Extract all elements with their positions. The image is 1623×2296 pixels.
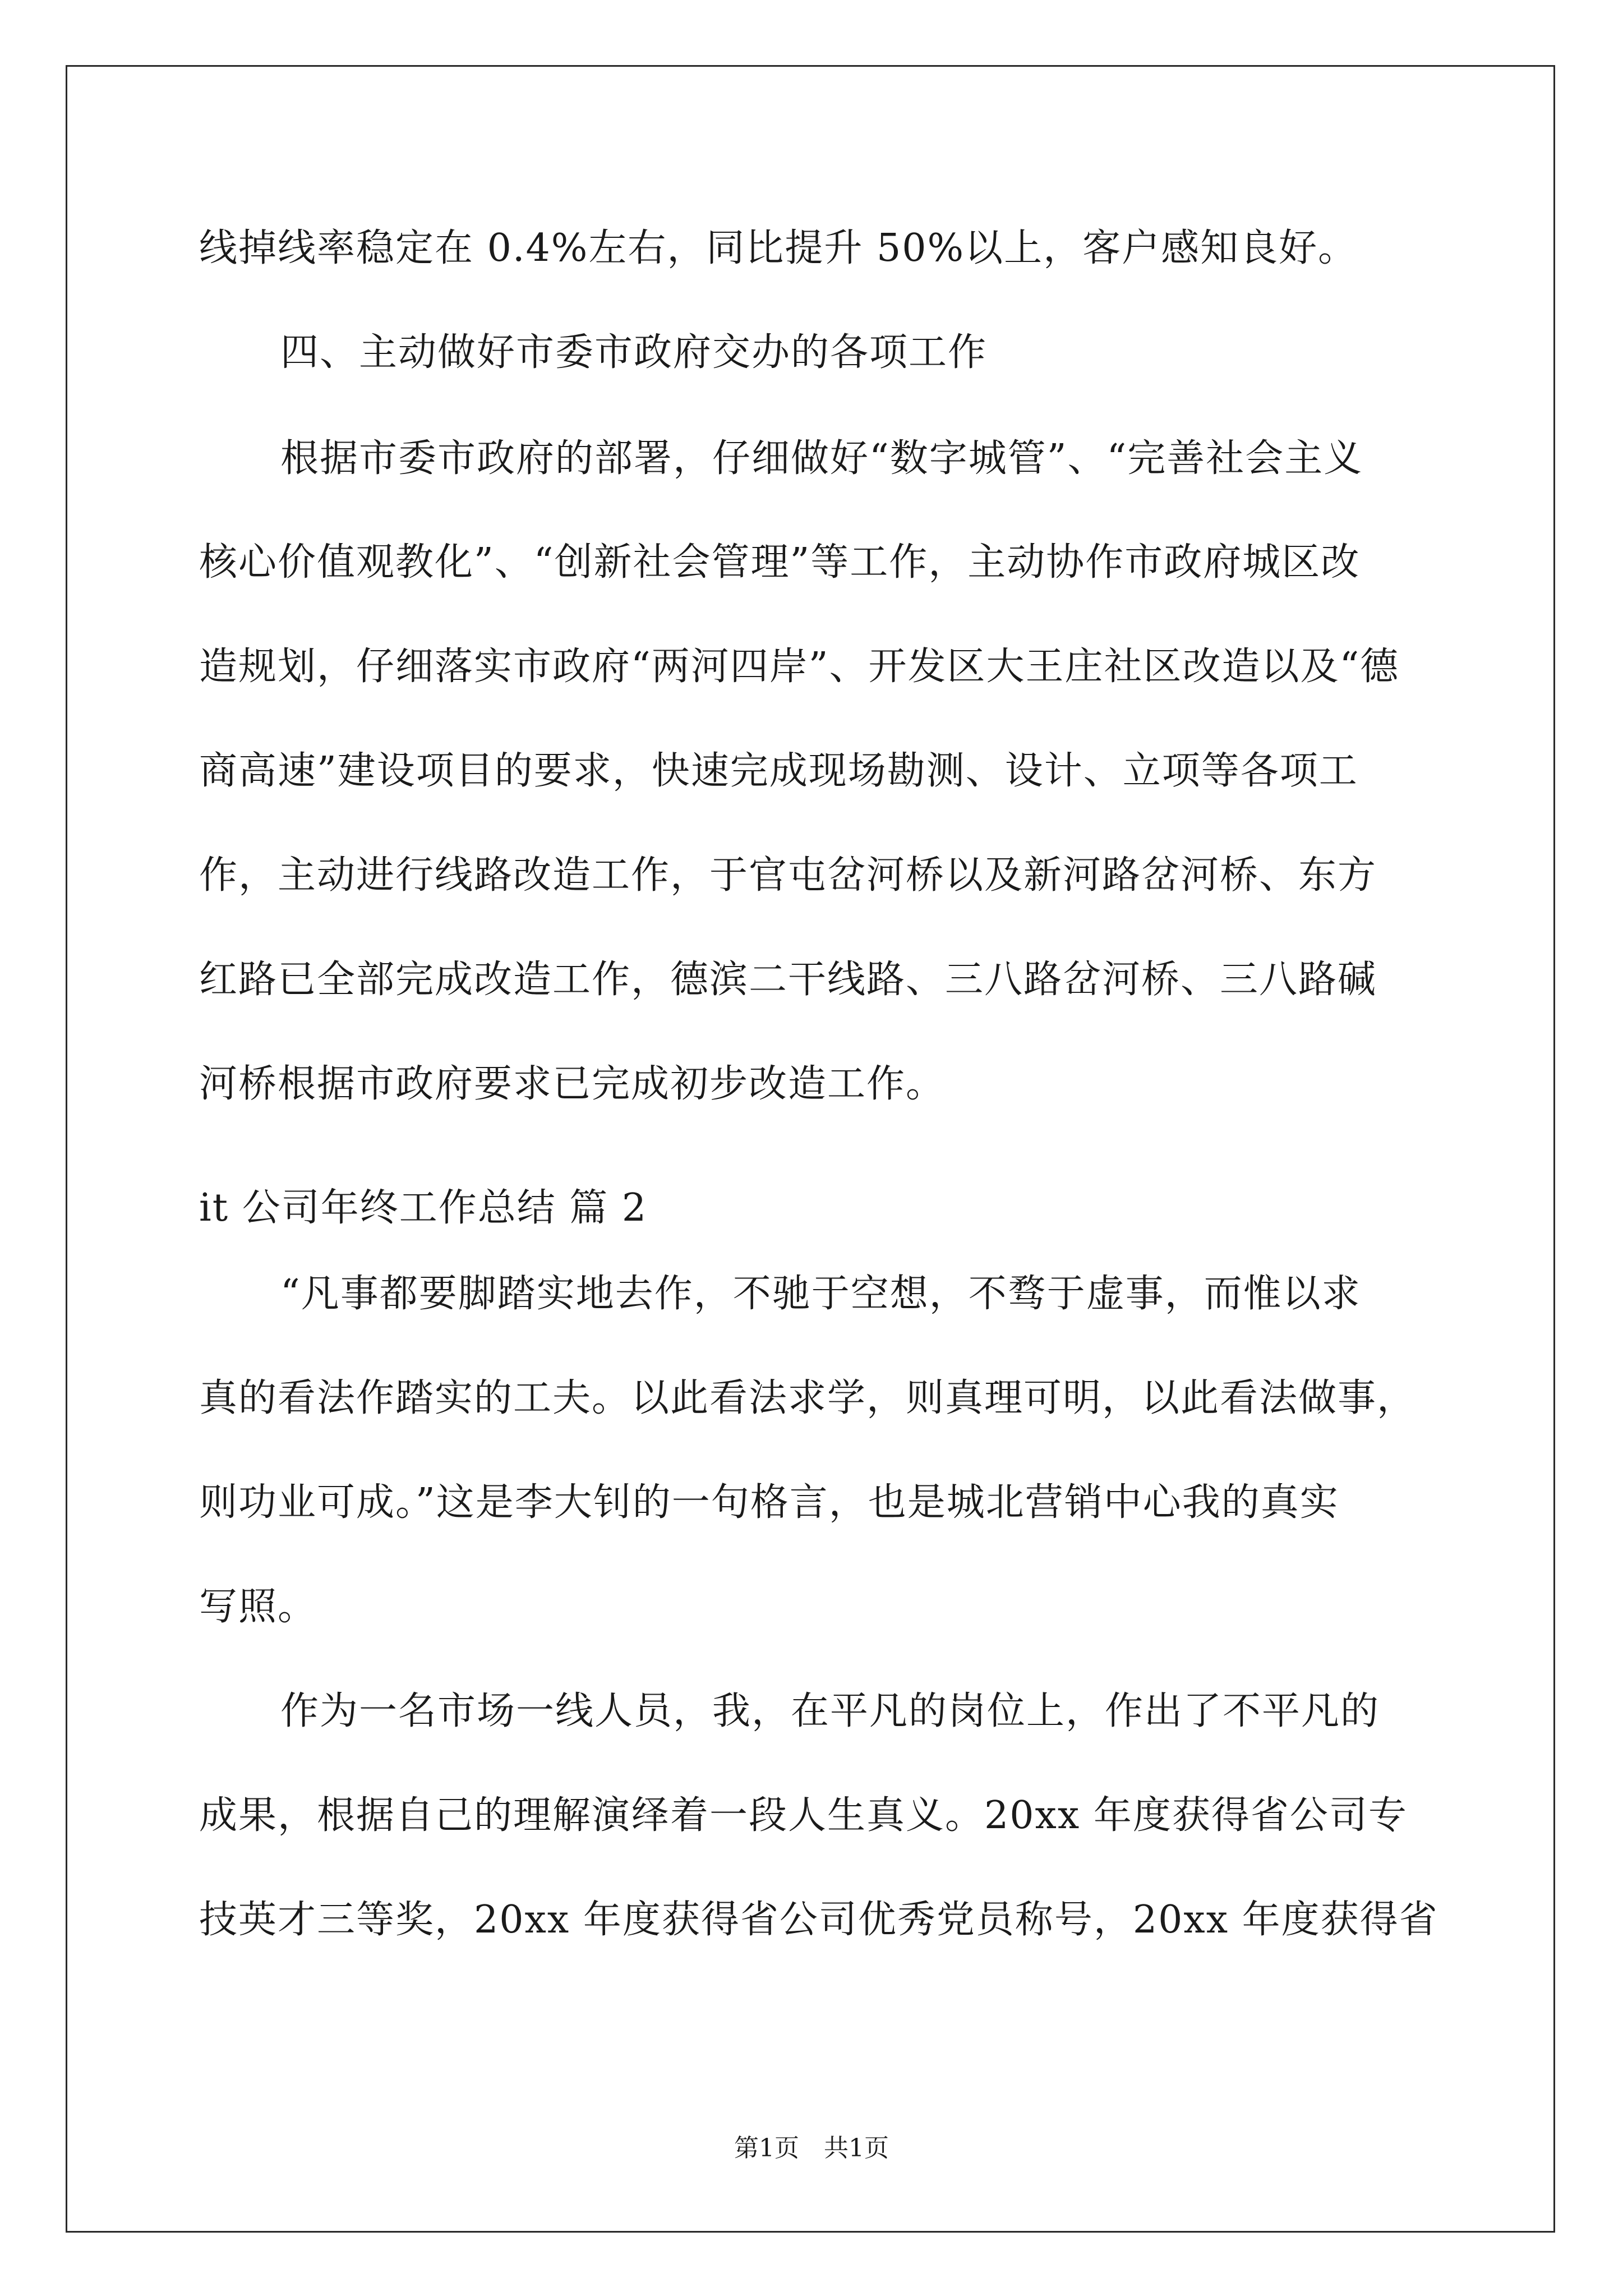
paragraph-line: 河桥根据市政府要求已完成初步改造工作。: [199, 1062, 946, 1106]
paragraph-line: 真的看法作踏实的工夫。以此看法求学，则真理可明，以此看法做事，: [199, 1376, 1417, 1420]
paragraph-line: 核心价值观教化”、“创新社会管理”等工作，主动协作市政府城区改: [199, 540, 1361, 585]
paragraph-line: 作为一名市场一线人员，我，在平凡的岗位上，作出了不平凡的: [280, 1689, 1380, 1733]
paragraph-line: 成果，根据自己的理解演绎着一段人生真义。20xx 年度获得省公司专: [199, 1793, 1408, 1838]
paragraph-line: 线掉线率稳定在 0.4%左右，同比提升 50%以上，客户感知良好。: [199, 226, 1358, 270]
paragraph-line: 作，主动进行线路改造工作，于官屯岔河桥以及新河路岔河桥、东方: [199, 853, 1377, 898]
paragraph-line: 技英才三等奖，20xx 年度获得省公司优秀党员称号，20xx 年度获得省: [199, 1898, 1438, 1942]
paragraph-line: 根据市委市政府的部署，仔细做好“数字城管”、“完善社会主义: [280, 436, 1363, 481]
paragraph-line: “凡事都要脚踏实地去作，不驰于空想，不骛于虚事，而惟以求: [280, 1272, 1361, 1316]
article-title: it 公司年终工作总结 篇 2: [199, 1186, 648, 1230]
paragraph-line: 造规划，仔细落实市政府“两河四岸”、开发区大王庄社区改造以及“德: [199, 645, 1400, 689]
paragraph-line: 商高速”建设项目的要求，快速完成现场勘测、设计、立项等各项工: [199, 749, 1358, 793]
section-heading: 四、主动做好市委市政府交办的各项工作: [280, 330, 988, 375]
paragraph-line: 红路已全部完成改造工作，德滨二干线路、三八路岔河桥、三八路碱: [199, 958, 1377, 1002]
paragraph-line: 则功业可成。”这是李大钊的一句格言，也是城北营销中心我的真实: [199, 1480, 1339, 1525]
page-number-footer: 第1页 共1页: [734, 2134, 889, 2162]
paragraph-line: 写照。: [199, 1585, 317, 1629]
